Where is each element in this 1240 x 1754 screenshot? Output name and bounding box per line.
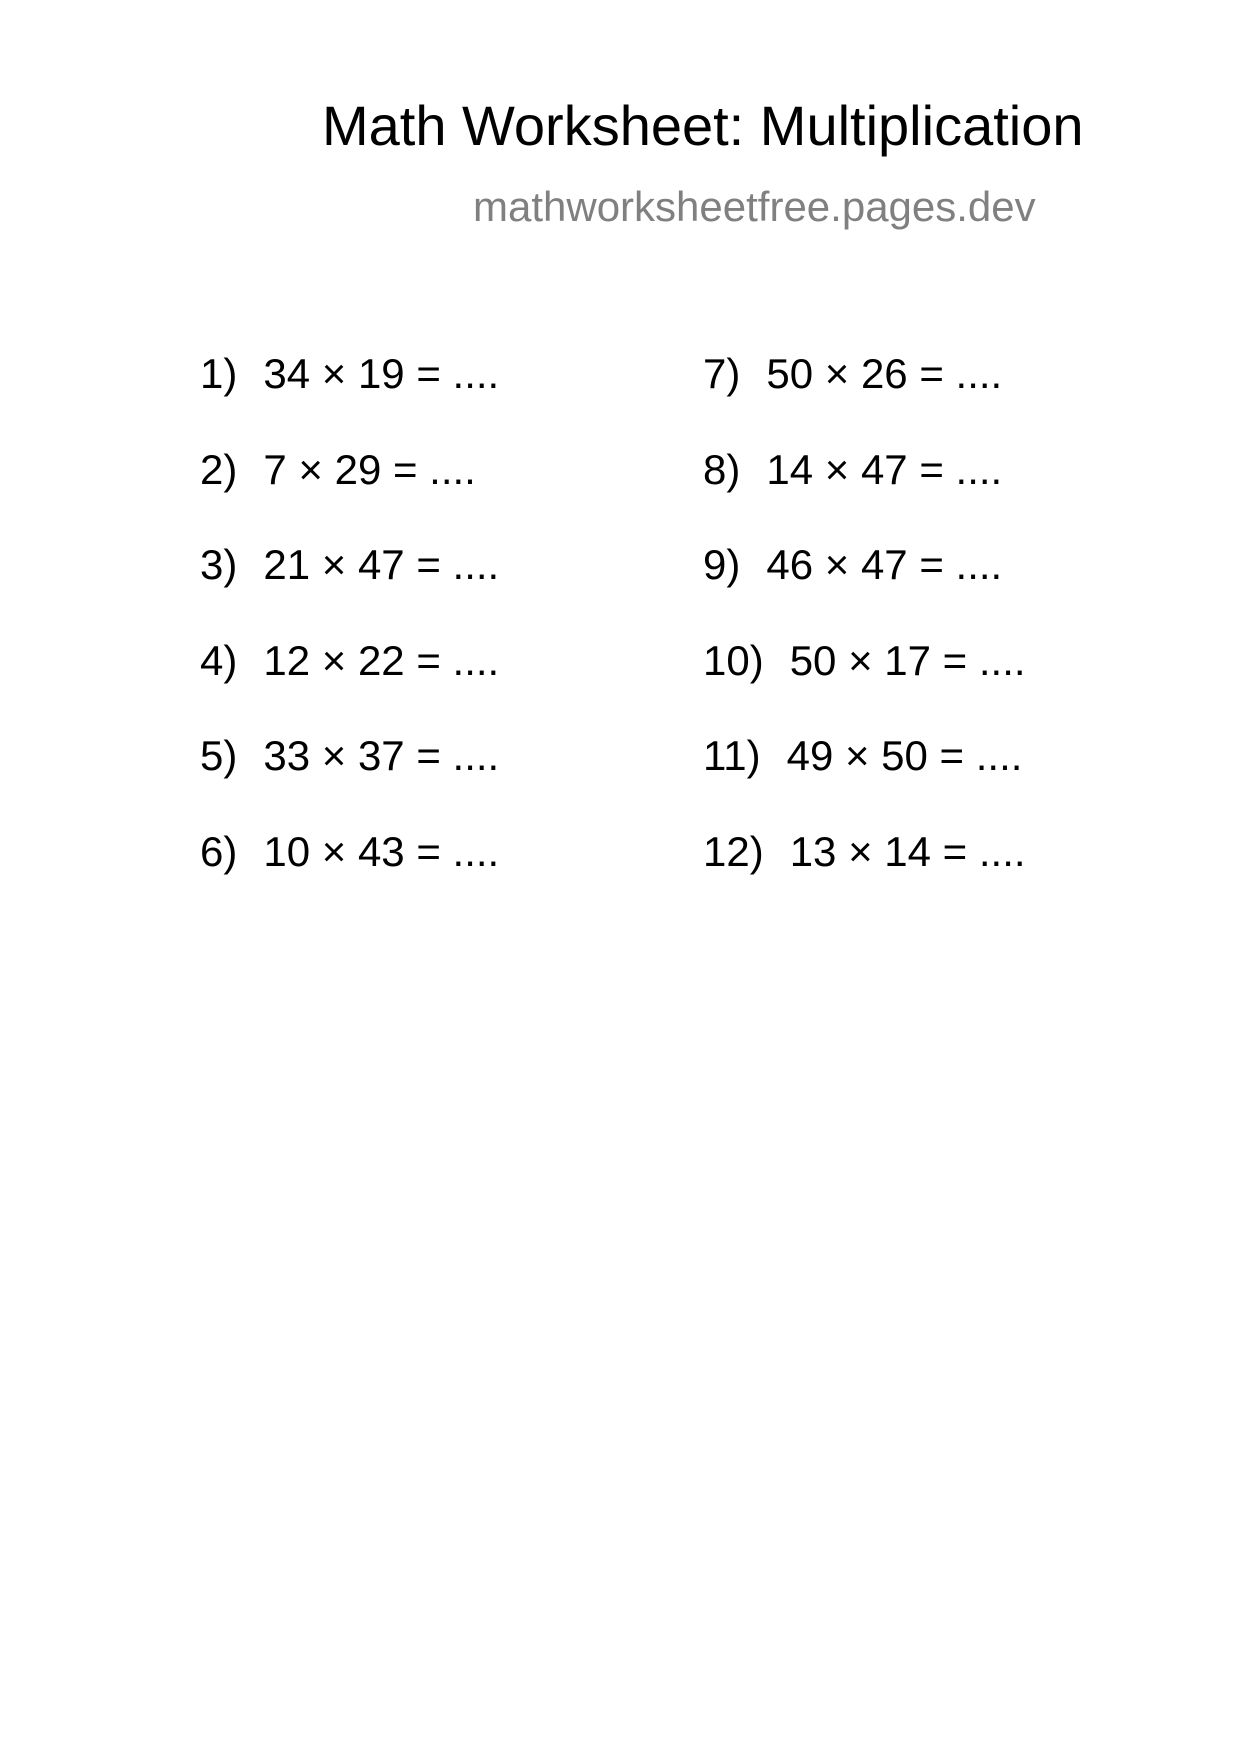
problem-number: 5) [200,732,238,779]
problem-expression: 10 × 43 = .... [263,827,500,875]
problem-number: 9) [703,541,741,588]
problem-expression: 14 × 47 = .... [766,445,1003,493]
problem-number: 7) [703,350,741,397]
problem-item [200,732,500,831]
problem-item [703,636,1026,736]
problem-expression: 50 × 17 = .... [789,636,1026,684]
problem-expression: 13 × 14 = .... [789,827,1026,875]
problem-number: 2) [200,445,238,493]
problem-item [200,445,499,545]
problem-item [703,445,1026,545]
problem-item [200,541,500,640]
problem-item [703,350,1026,449]
problem-expression: 50 × 26 = .... [766,350,1003,397]
page-title: Math Worksheet: Multiplication [322,94,1084,157]
problem-number: 8) [703,445,741,493]
problem-item [703,732,1026,831]
problem-item [703,541,1026,640]
problem-number: 1) [200,350,238,397]
problem-number: 11) [703,732,761,779]
problem-number: 12) [703,827,764,875]
problem-expression: 46 × 47 = .... [766,541,1003,588]
problem-expression: 7 × 29 = .... [263,445,476,493]
problem-item [200,636,500,736]
problem-column-left [200,350,500,926]
problem-number: 10) [703,636,764,684]
problem-number: 4) [200,636,238,684]
problem-expression: 21 × 47 = .... [263,541,500,588]
problem-item [200,350,500,449]
problem-column-right [703,350,1026,926]
problem-expression: 12 × 22 = .... [263,636,500,684]
problem-number: 6) [200,827,238,875]
problem-expression: 34 × 19 = .... [263,350,500,397]
problem-item [703,827,1026,927]
page-subtitle: mathworksheetfree.pages.dev [473,183,1036,230]
problem-expression: 49 × 50 = .... [786,732,1023,779]
problem-expression: 33 × 37 = .... [263,732,500,779]
problem-number: 3) [200,541,238,588]
problem-item [200,827,500,927]
